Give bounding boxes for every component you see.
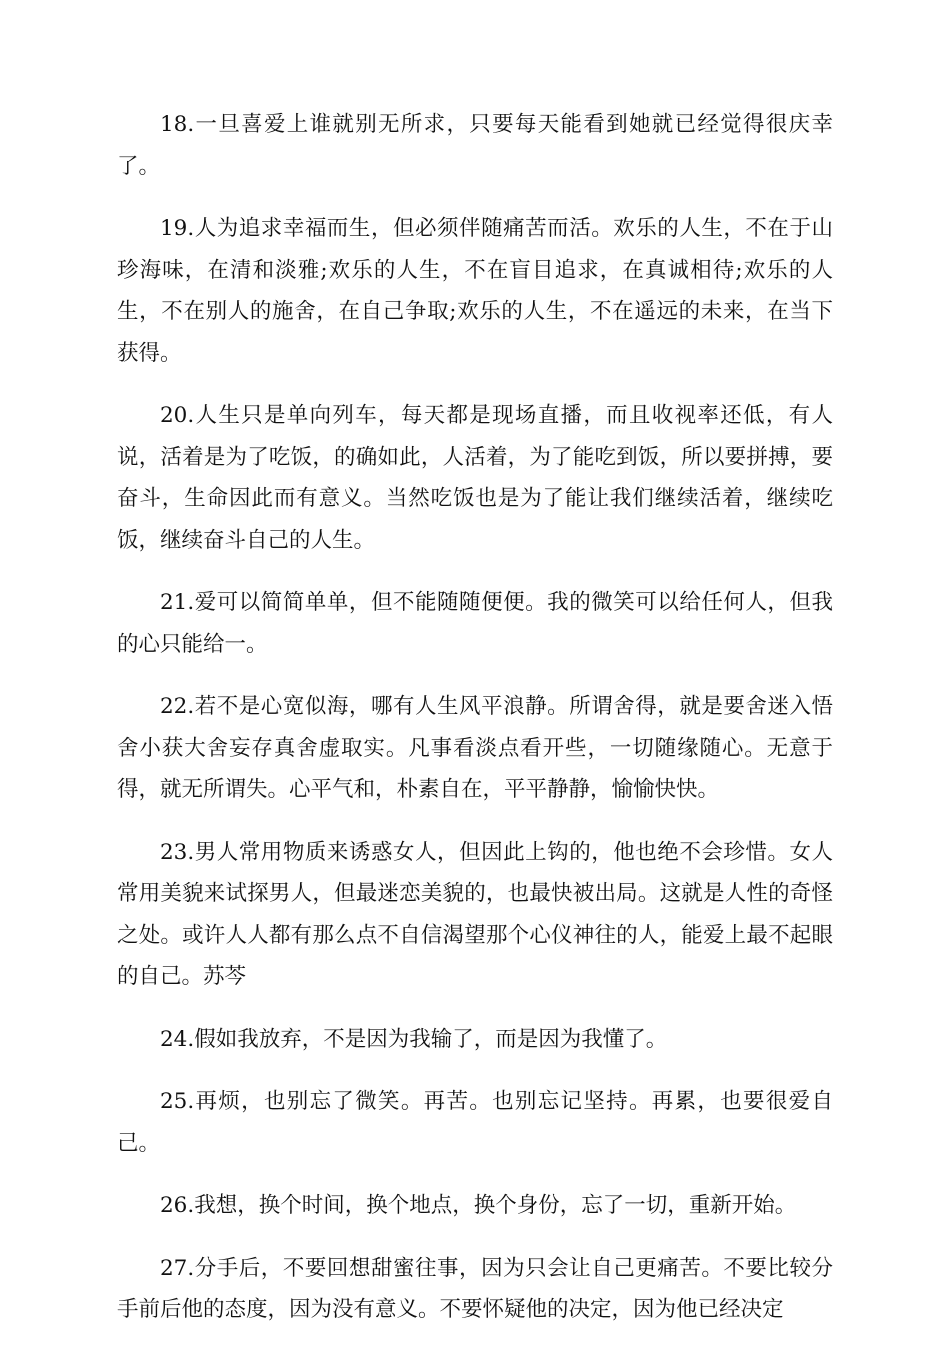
document-body [117,104,833,1352]
paragraph-18: 18.一旦喜爱上谁就别无所求，只要每天能看到她就已经觉得很庆幸了。 [117,112,833,179]
paragraph-21: 21.爱可以简简单单，但不能随随便便。我的微笑可以给任何人，但我的心只能给一。 [117,590,833,657]
paragraph-19: 19.人为追求幸福而生，但必须伴随痛苦而活。欢乐的人生，不在于山珍海味，在清和淡雅;欢乐的人生，不在盲目追求，在真诚相待;欢乐的人生，不在别人的施舍，在自己争取;欢乐的人生，不在遥远的未来，在当下获得。 [117,216,833,366]
paragraph-24: 24.假如我放弃，不是因为我输了，而是因为我懂了。 [160,1026,668,1052]
paragraph-20: 20.人生只是单向列车，每天都是现场直播，而且收视率还低，有人说，活着是为了吃饭，的确如此，人活着，为了能吃到饭，所以要拼搏，要奋斗，生命因此而有意义。当然吃饭也是为了能让我们继续活着，继续吃饭，继续奋斗自己的人生。 [117,403,833,553]
paragraph-23: 23.男人常用物质来诱惑女人，但因此上钩的，他也绝不会珍惜。女人常用美貌来试探男人，但最迷恋美貌的，也最快被出局。这就是人性的奇怪之处。或许人人都有那么点不自信渴望那个心仪神往的人，能爱上最不起眼的自己。苏芩 [117,839,833,989]
paragraph-27: 27.分手后，不要回想甜蜜往事，因为只会让自己更痛苦。不要比较分手前后他的态度，因为没有意义。不要怀疑他的决定，因为他已经决定 [117,1255,833,1322]
paragraph-25: 25.再烦，也别忘了微笑。再苦。也别忘记坚持。再累，也要很爱自己。 [117,1089,833,1156]
paragraph-26: 26.我想，换个时间，换个地点，换个身份，忘了一切，重新开始。 [160,1193,797,1218]
paragraph-22: 22.若不是心宽似海，哪有人生风平浪静。所谓舍得，就是要舍迷入悟舍小获大舍妄存真舍虚取实。凡事看淡点看开些，一切随缘随心。无意于得，就无所谓失。心平气和，朴素自在，平平静静，愉愉快快。 [117,694,833,802]
